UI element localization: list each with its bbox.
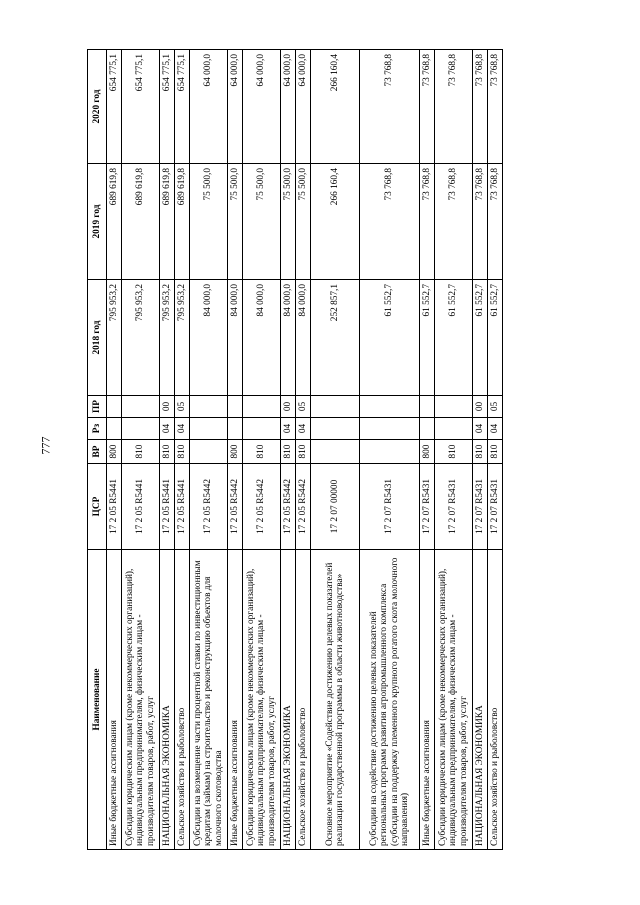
row-csr: 17 2 07 00000 bbox=[311, 464, 360, 550]
row-vr: 810 bbox=[243, 440, 281, 464]
table-row bbox=[488, 50, 503, 850]
row-name: Сельское хозяйство и рыболовство bbox=[175, 550, 190, 850]
row-2019: 689 619,8 bbox=[107, 164, 122, 280]
row-2019: 75 500,0 bbox=[296, 164, 311, 280]
row-2019: 75 500,0 bbox=[228, 164, 243, 280]
row-pr bbox=[243, 396, 281, 418]
row-2018: 61 552,7 bbox=[473, 280, 488, 396]
row-csr: 17 2 05 R5442 bbox=[243, 464, 281, 550]
table-row bbox=[435, 50, 473, 850]
row-2019: 73 768,8 bbox=[360, 164, 420, 280]
header-csr: ЦСР bbox=[88, 464, 107, 550]
row-2020: 654 775,1 bbox=[175, 50, 190, 164]
row-2020: 73 768,8 bbox=[360, 50, 420, 164]
row-pr bbox=[420, 396, 435, 418]
row-2018: 84 000,0 bbox=[281, 280, 296, 396]
row-2018: 61 552,7 bbox=[420, 280, 435, 396]
table-row bbox=[190, 50, 228, 850]
table-row bbox=[175, 50, 190, 850]
row-rz bbox=[107, 418, 122, 440]
row-rz: 04 bbox=[296, 418, 311, 440]
row-2018: 795 953,2 bbox=[175, 280, 190, 396]
row-csr: 17 2 07 R5431 bbox=[420, 464, 435, 550]
row-2019: 73 768,8 bbox=[473, 164, 488, 280]
row-2019: 266 160,4 bbox=[311, 164, 360, 280]
row-2019: 75 500,0 bbox=[281, 164, 296, 280]
row-name: Субсидии юридическим лицам (кроме некоммерческих организаций), индивидуальным предпринимателям, физическим лицам - производителям товаров, работ, услуг bbox=[122, 550, 160, 850]
row-vr: 810 bbox=[473, 440, 488, 464]
row-name: НАЦИОНАЛЬНАЯ ЭКОНОМИКА bbox=[473, 550, 488, 850]
table-row bbox=[281, 50, 296, 850]
row-2019: 75 500,0 bbox=[243, 164, 281, 280]
page-number: 777 bbox=[38, 436, 53, 455]
row-pr bbox=[360, 396, 420, 418]
row-rz bbox=[190, 418, 228, 440]
row-pr: 05 bbox=[175, 396, 190, 418]
row-pr bbox=[228, 396, 243, 418]
row-2020: 654 775,1 bbox=[160, 50, 175, 164]
row-2018: 795 953,2 bbox=[107, 280, 122, 396]
row-name: Иные бюджетные ассигнования bbox=[228, 550, 243, 850]
row-csr: 17 2 05 R5442 bbox=[296, 464, 311, 550]
row-csr: 17 2 05 R5441 bbox=[160, 464, 175, 550]
row-pr: 00 bbox=[473, 396, 488, 418]
row-2020: 64 000,0 bbox=[281, 50, 296, 164]
row-2019: 689 619,8 bbox=[122, 164, 160, 280]
row-vr: 810 bbox=[160, 440, 175, 464]
row-name: Субсидии юридическим лицам (кроме некоммерческих организаций), индивидуальным предпринимателям, физическим лицам - производителям товаров, работ, услуг bbox=[243, 550, 281, 850]
row-rz bbox=[435, 418, 473, 440]
row-2019: 73 768,8 bbox=[488, 164, 503, 280]
row-rz: 04 bbox=[281, 418, 296, 440]
row-2018: 61 552,7 bbox=[360, 280, 420, 396]
row-2020: 654 775,1 bbox=[107, 50, 122, 164]
row-2020: 64 000,0 bbox=[228, 50, 243, 164]
row-2019: 75 500,0 bbox=[190, 164, 228, 280]
table-row bbox=[228, 50, 243, 850]
header-row bbox=[88, 50, 107, 850]
row-pr bbox=[190, 396, 228, 418]
row-2020: 64 000,0 bbox=[296, 50, 311, 164]
row-rz bbox=[311, 418, 360, 440]
row-name: Сельское хозяйство и рыболовство bbox=[488, 550, 503, 850]
row-rz: 04 bbox=[175, 418, 190, 440]
row-pr: 00 bbox=[160, 396, 175, 418]
table-row bbox=[360, 50, 420, 850]
table-row bbox=[420, 50, 435, 850]
row-2020: 73 768,8 bbox=[435, 50, 473, 164]
row-csr: 17 2 05 R5441 bbox=[175, 464, 190, 550]
budget-table bbox=[87, 49, 503, 850]
row-vr: 810 bbox=[175, 440, 190, 464]
header-pr: ПР bbox=[88, 396, 107, 418]
row-2018: 84 000,0 bbox=[190, 280, 228, 396]
row-2019: 689 619,8 bbox=[175, 164, 190, 280]
row-vr: 810 bbox=[122, 440, 160, 464]
row-2020: 64 000,0 bbox=[190, 50, 228, 164]
row-name: Иные бюджетные ассигнования bbox=[420, 550, 435, 850]
row-name: НАЦИОНАЛЬНАЯ ЭКОНОМИКА bbox=[160, 550, 175, 850]
row-name: Основное мероприятие «Содействие достижению целевых показателей реализации государственной программы в области животноводства» bbox=[311, 550, 360, 850]
row-csr: 17 2 07 R5431 bbox=[360, 464, 420, 550]
row-pr bbox=[107, 396, 122, 418]
row-2018: 252 857,1 bbox=[311, 280, 360, 396]
header-rz: Рз bbox=[88, 418, 107, 440]
row-2020: 73 768,8 bbox=[488, 50, 503, 164]
row-rz: 04 bbox=[160, 418, 175, 440]
table-row bbox=[107, 50, 122, 850]
row-pr bbox=[435, 396, 473, 418]
row-csr: 17 2 05 R5442 bbox=[190, 464, 228, 550]
row-2018: 795 953,2 bbox=[160, 280, 175, 396]
row-pr: 05 bbox=[488, 396, 503, 418]
row-2018: 61 552,7 bbox=[488, 280, 503, 396]
row-2019: 73 768,8 bbox=[420, 164, 435, 280]
table-row bbox=[243, 50, 281, 850]
row-rz: 04 bbox=[488, 418, 503, 440]
header-2019: 2019 год bbox=[88, 164, 107, 280]
row-rz bbox=[420, 418, 435, 440]
header-name: Наименование bbox=[88, 550, 107, 850]
row-vr: 810 bbox=[435, 440, 473, 464]
header-2020: 2020 год bbox=[88, 50, 107, 164]
rotated-table-container bbox=[87, 50, 503, 850]
row-2019: 689 619,8 bbox=[160, 164, 175, 280]
table-row bbox=[296, 50, 311, 850]
header-2018: 2018 год bbox=[88, 280, 107, 396]
row-csr: 17 2 07 R5431 bbox=[488, 464, 503, 550]
row-pr: 05 bbox=[296, 396, 311, 418]
row-csr: 17 2 07 R5431 bbox=[435, 464, 473, 550]
table-row bbox=[122, 50, 160, 850]
row-2018: 84 000,0 bbox=[296, 280, 311, 396]
row-rz bbox=[122, 418, 160, 440]
row-2020: 73 768,8 bbox=[473, 50, 488, 164]
row-vr bbox=[360, 440, 420, 464]
header-vr: ВР bbox=[88, 440, 107, 464]
row-name: Субсидии юридическим лицам (кроме некоммерческих организаций), индивидуальным предпринимателям, физическим лицам - производителям товаров, работ, услуг bbox=[435, 550, 473, 850]
row-csr: 17 2 07 R5431 bbox=[473, 464, 488, 550]
row-2019: 73 768,8 bbox=[435, 164, 473, 280]
row-vr: 810 bbox=[281, 440, 296, 464]
row-csr: 17 2 05 R5442 bbox=[281, 464, 296, 550]
row-2018: 61 552,7 bbox=[435, 280, 473, 396]
row-2018: 84 000,0 bbox=[243, 280, 281, 396]
row-2020: 654 775,1 bbox=[122, 50, 160, 164]
row-vr: 800 bbox=[107, 440, 122, 464]
row-2018: 795 953,2 bbox=[122, 280, 160, 396]
row-2020: 266 160,4 bbox=[311, 50, 360, 164]
row-name: Субсидии на возмещение части процентной ставки по инвестиционным кредитам (займам) на строительство и реконструкцию объектов для молочного скотоводства bbox=[190, 550, 228, 850]
row-rz bbox=[228, 418, 243, 440]
row-name: НАЦИОНАЛЬНАЯ ЭКОНОМИКА bbox=[281, 550, 296, 850]
row-2020: 73 768,8 bbox=[420, 50, 435, 164]
row-rz: 04 bbox=[473, 418, 488, 440]
row-vr: 810 bbox=[296, 440, 311, 464]
table-row bbox=[311, 50, 360, 850]
table-row bbox=[160, 50, 175, 850]
row-csr: 17 2 05 R5441 bbox=[107, 464, 122, 550]
row-vr bbox=[311, 440, 360, 464]
row-vr: 800 bbox=[420, 440, 435, 464]
row-rz bbox=[243, 418, 281, 440]
row-csr: 17 2 05 R5441 bbox=[122, 464, 160, 550]
row-vr: 810 bbox=[488, 440, 503, 464]
row-pr: 00 bbox=[281, 396, 296, 418]
row-vr bbox=[190, 440, 228, 464]
row-name: Сельское хозяйство и рыболовство bbox=[296, 550, 311, 850]
row-2020: 64 000,0 bbox=[243, 50, 281, 164]
row-name: Иные бюджетные ассигнования bbox=[107, 550, 122, 850]
row-csr: 17 2 05 R5442 bbox=[228, 464, 243, 550]
row-rz bbox=[360, 418, 420, 440]
row-vr: 800 bbox=[228, 440, 243, 464]
row-pr bbox=[122, 396, 160, 418]
row-name: Субсидии на содействие достижению целевых показателей региональных программ развития агропромышленного комплекса (субсидии на поддержку племенного крупного рогатого скота молочного направления) bbox=[360, 550, 420, 850]
row-2018: 84 000,0 bbox=[228, 280, 243, 396]
row-pr bbox=[311, 396, 360, 418]
table-row bbox=[473, 50, 488, 850]
